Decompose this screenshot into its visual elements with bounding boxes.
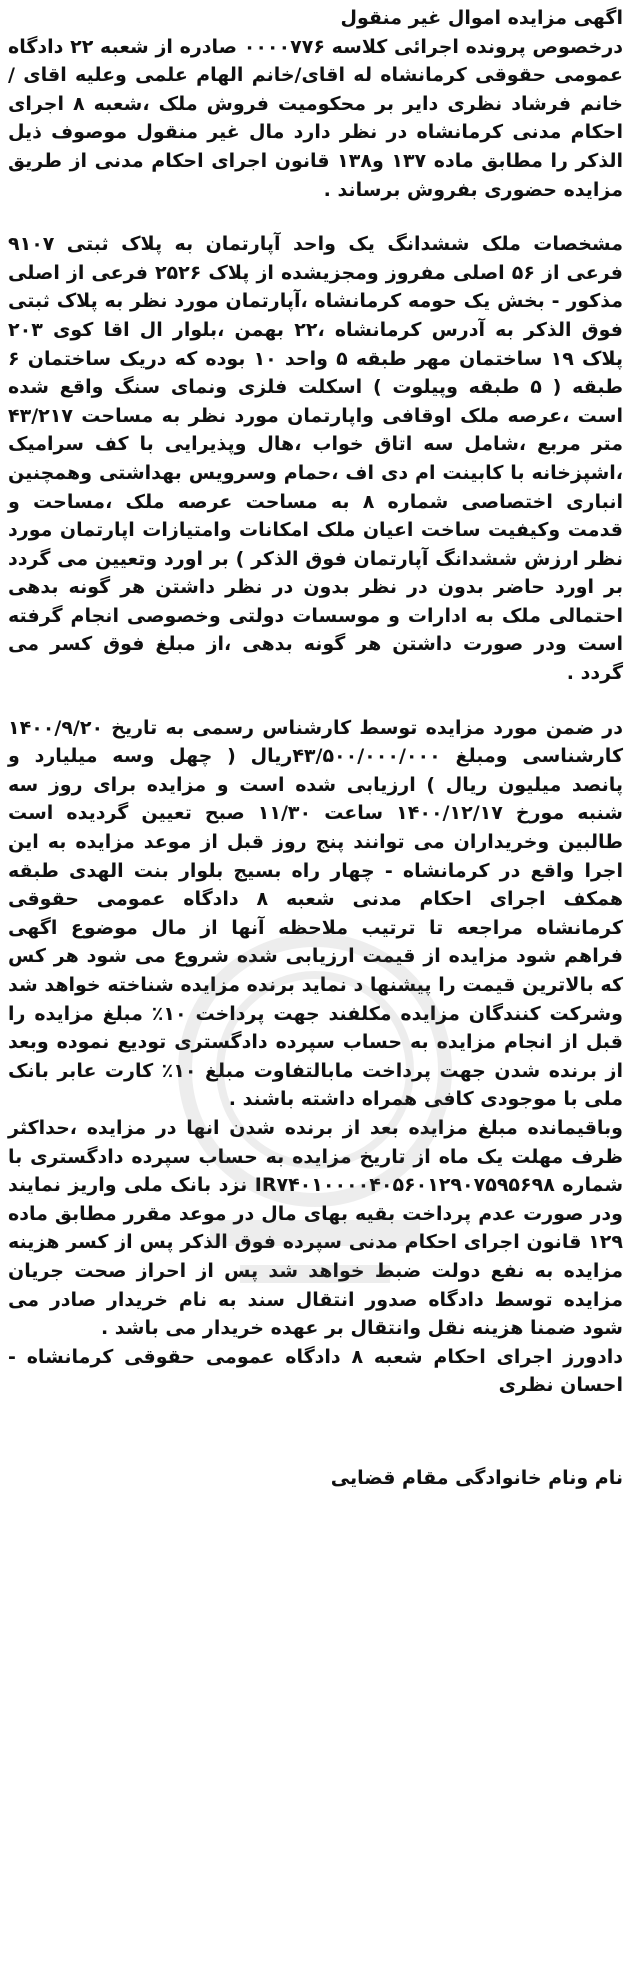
- auction-notice: [8, 4, 623, 1974]
- property-specs-paragraph: مشخصات ملک ششدانگ یک واحد آپارتمان به پلاک ثبتی ۹۱۰۷ فرعی از ۵۶ اصلی مفروز ومجزیشده از پلاک ۲۵۲۶ فرعی از اصلی مذکور - بخش یک حومه کرمانشاه ،آپارتمان مورد نظر به پلاک ثبتی فوق الذکر به آدرس کرمانشاه ،۲۲ بهمن ،بلوار ال اقا کوی ۲۰۳ پلاک ۱۹ ساختمان مهر طبقه ۵ واحد ۱۰ بوده که دریک ساختمان ۶ طبقه ( ۵ طبقه وپیلوت ) اسکلت فلزی ونمای سنگ واقع شده است ،عرصه ملک اوقافی واپارتمان مورد نظر به مساحت ۴۳/۲۱۷ متر مربع ،شامل سه اتاق خواب ،هال وپذیرایی با کف سرامیک ،اشپزخانه با کابینت ام دی اف ،حمام وسرویس بهداشتی وهمچنین انباری اختصاصی شماره ۸ به مساحت عرصه ملک ،مساحت و قدمت وکیفیت ساخت اعیان ملک امکانات وامتیازات اپارتمان مورد نظر ارزش ششدانگ آپارتمان فوق الذکر ) بر اورد وتعیین می گردد بر اورد حاضر بدون در نظر بدون در نظر داشتن هر گونه بدهی احتمالی ملک به ادارات و موسسات دولتی وخصوصی انجام گرفته است ودر صورت داشتن هر گونه بدهی ،از مبلغ فوق کسر می گردد .: [8, 233, 623, 685]
- auction-terms-paragraph: در ضمن مورد مزایده توسط کارشناس رسمی به تاریخ ۱۴۰۰/۹/۲۰ کارشناسی ومبلغ ۴۳/۵۰۰/۰۰۰/۰۰۰ریال ( چهل وسه میلیارد و پانصد میلیون ریال ) ارزیابی شده است و مزایده برای روز سه شنبه مورخ ۱۴۰۰/۱۲/۱۷ ساعت ۱۱/۳۰ صبح تعیین گردیده است طالبین وخریداران می توانند پنج روز قبل از موعد مزایده به این اجرا واقع در کرمانشاه - چهار راه بسیج بلوار بنت الهدی طبقه همکف اجرای احکام مدنی شعبه ۸ دادگاه عمومی حقوقی کرمانشاه مراجعه تا ترتیب ملاحظه آنها از مال موضوع اگهی فراهم شود مزایده از قیمت ارزیابی شده شروع می شود هر کس که بالاترین قیمت را پیشنها د نماید برنده مزایده شناخته خواهد شد وشرکت کنندگان مزایده مکلفند جهت پرداخت ۱۰٪ مبلغ مزایده را قبل از انجام مزایده به حساب سپرده دادگستری تودیع نموده وبعد از برنده شدن جهت پرداخت مابالتفاوت مبلغ ۱۰٪ کارت عابر بانک ملی با موجودی کافی همراه داشته باشند .: [8, 716, 623, 1111]
- paragraph-gap: [8, 204, 623, 230]
- paragraph-gap: [8, 688, 623, 714]
- notice-intro-paragraph: درخصوص پرونده اجرائی کلاسه ۰۰۰۰۷۷۶ صادره از شعبه ۲۲ دادگاه عمومی حقوقی کرمانشاه له اقای/خانم الهام علمی وعلیه اقای / خانم فرشاد نظری دایر بر محکومیت فروش ملک ،شعبه ۸ اجرای احکام مدنی کرمانشاه در نظر دارد مال غیر منقول موصوف ذیل الذکر را مطابق ماده ۱۳۷ و۱۳۸ قانون اجرای احکام مدنی از طریق مزایده حضوری بفروش برساند .: [8, 35, 624, 201]
- footer-gap: [8, 1400, 623, 1464]
- notice-title: اگهی مزایده اموال غیر منقول: [340, 7, 623, 29]
- judicial-authority-footer: نام ونام خانوادگی مقام قضایی: [330, 1466, 623, 1489]
- bailiff-signature: دادورز اجرای احکام شعبه ۸ دادگاه عمومی حقوقی کرمانشاه - احسان نظری: [8, 1345, 623, 1397]
- payment-terms-paragraph: وباقیمانده مبلغ مزایده بعد از برنده شدن انها در مزایده ،حداکثر ظرف مهلت یک ماه از تاریخ مزایده به حساب سپرده دادگستری با شماره IR۷۴۰۱۰۰۰۰۴۰۵۶۰۱۲۹۰۷۵۹۵۶۹۸ نزد بانک ملی واریز نمایند ودر صورت عدم پرداخت بقیه بهای مال در موعد مقرر مطابق ماده ۱۲۹ قانون اجرای احکام مدنی سپرده فوق الذکر پس از کسر هزینه مزایده به نفع دولت ضبط خواهد شد پس از احراز صحت جریان مزایده توسط دادگاه صدور انتقال سند به نام خریدار صادر می شود ضمنا هزینه نقل وانتقال بر عهده خریدار می باشد .: [8, 1116, 624, 1340]
